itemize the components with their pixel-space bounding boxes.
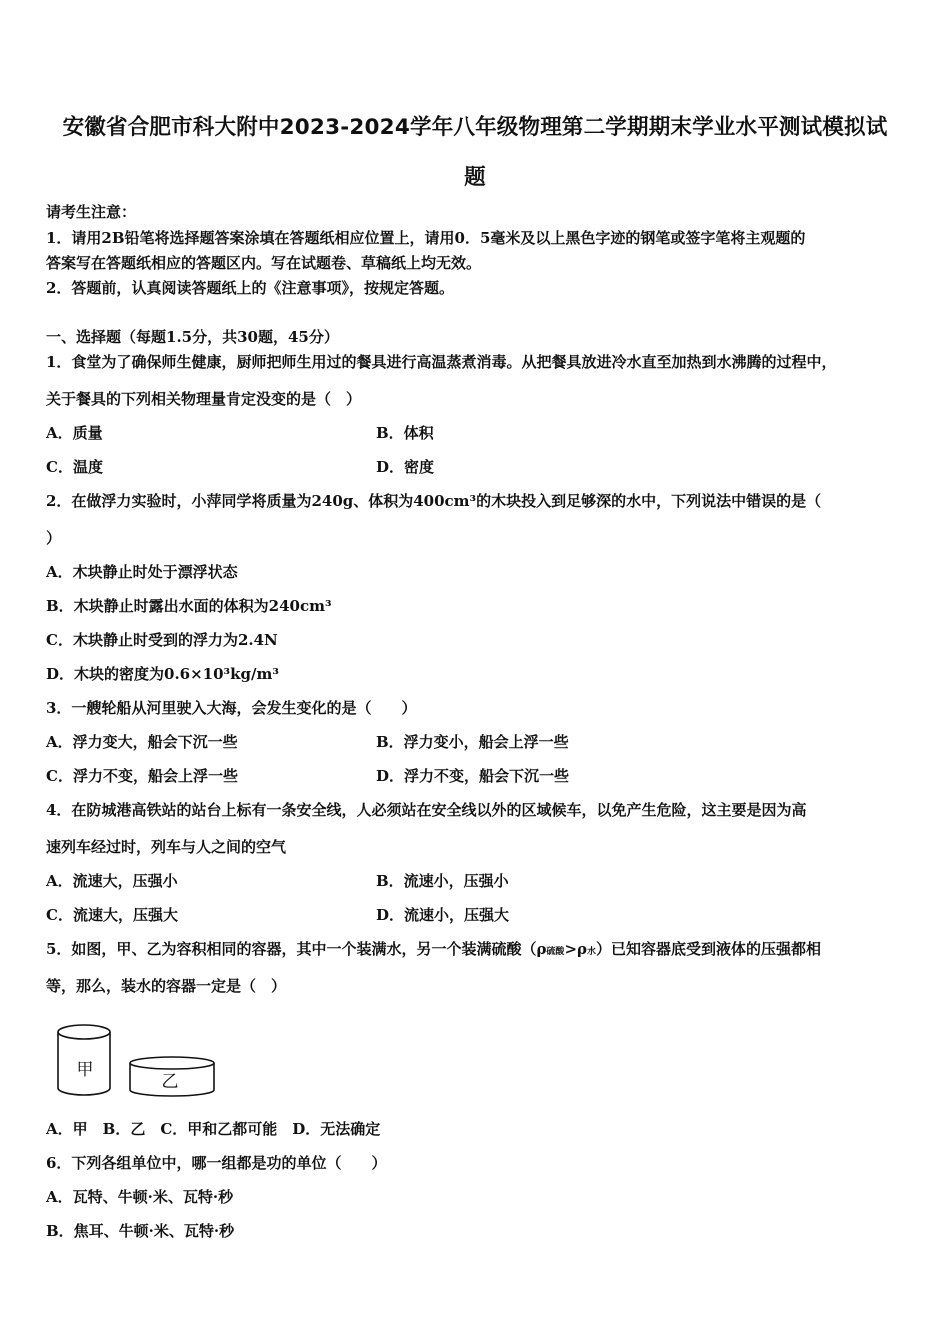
q4-option-b: B．流速小，压强小 (376, 872, 509, 890)
q5-text-post: ）已知容器底受到液体的压强都相 (596, 940, 822, 958)
q4-option-d: D．流速小，压强大 (376, 906, 510, 924)
q2-option-d: D．木块的密度为0.6×10³kg/m³ (46, 665, 279, 683)
notice-item-2: 2．答题前，认真阅读答题纸上的《注意事项》，按规定答题。 (46, 279, 454, 297)
q1-option-b: B．体积 (376, 424, 434, 442)
q5-text-mid: >ρ (564, 940, 587, 958)
q3-option-c: C．浮力不变，船会上浮一些 (46, 767, 238, 785)
notice-item-1: 1．请用2B铅笔将选择题答案涂填在答题纸相应位置上，请用0．5毫米及以上黑色字迹的钢笔或签字笔将主观题的 (46, 229, 806, 247)
document-title-line-1: 安徽省合肥市科大附中2023-2024学年八年级物理第二学期期末学业水平测试模拟试 (62, 115, 888, 140)
q1-option-d: D．密度 (376, 458, 435, 476)
q2-option-c: C．木块静止时受到的浮力为2.4N (46, 631, 278, 649)
question-4-text: 4．在防城港高铁站的站台上标有一条安全线，人必须站在安全线以外的区域候车，以免产生危险，这主要是因为高 (46, 801, 807, 819)
q6-option-b: B．焦耳、牛顿·米、瓦特·秒 (46, 1222, 235, 1240)
question-5-text (46, 939, 821, 962)
q5-options: A．甲 B．乙 C．甲和乙都可能 D．无法确定 (46, 1120, 381, 1138)
q5-sub-sulfuric: 硫酸 (546, 947, 565, 957)
question-6-text: 6．下列各组单位中，哪一组都是功的单位（ ） (46, 1154, 387, 1172)
container-jia-label: 甲 (76, 1060, 94, 1080)
q3-option-d: D．浮力不变，船会下沉一些 (376, 767, 570, 785)
question-3-text: 3．一艘轮船从河里驶入大海，会发生变化的是（ ） (46, 699, 417, 717)
notice-heading: 请考生注意： (46, 203, 137, 221)
question-4-text-cont: 速列车经过时，列车与人之间的空气 (46, 838, 287, 856)
q4-option-c: C．流速大，压强大 (46, 906, 178, 924)
container-yi-label: 乙 (161, 1072, 179, 1092)
q3-option-b: B．浮力变小，船会上浮一些 (376, 733, 569, 751)
q2-option-a: A．木块静止时处于漂浮状态 (46, 563, 238, 581)
question-2-text: 2．在做浮力实验时，小萍同学将质量为240g、体积为400cm³的木块投入到足够深的水中，下列说法中错误的是（ (46, 492, 822, 510)
q1-option-c: C．温度 (46, 458, 103, 476)
notice-item-1-cont: 答案写在答题纸相应的答题区内。写在试题卷、草稿纸上均无效。 (46, 254, 482, 272)
containers-figure (48, 1018, 218, 1100)
question-1-text: 1．食堂为了确保师生健康，厨师把师生用过的餐具进行高温蒸煮消毒。从把餐具放进冷水直至加热到水沸腾的过程中， (46, 353, 837, 371)
q2-option-b: B．木块静止时露出水面的体积为240cm³ (46, 597, 332, 615)
q1-option-a: A．质量 (46, 424, 103, 442)
question-5-text-cont: 等，那么，装水的容器一定是（ ） (46, 977, 287, 995)
question-2-text-cont: ） (46, 529, 62, 547)
document-title-line-2: 题 (464, 165, 486, 190)
section-heading: 一、选择题（每题1.5分，共30题，45分） (46, 328, 339, 346)
question-1-text-cont: 关于餐具的下列相关物理量肯定没变的是（ ） (46, 390, 362, 408)
q4-option-a: A．流速大，压强小 (46, 872, 178, 890)
q6-option-a: A．瓦特、牛顿·米、瓦特·秒 (46, 1188, 234, 1206)
q3-option-a: A．浮力变大，船会下沉一些 (46, 733, 238, 751)
q5-text-pre: 5．如图，甲、乙为容积相同的容器，其中一个装满水，另一个装满硫酸（ρ (46, 940, 547, 958)
q5-sub-water: 水 (586, 947, 596, 957)
